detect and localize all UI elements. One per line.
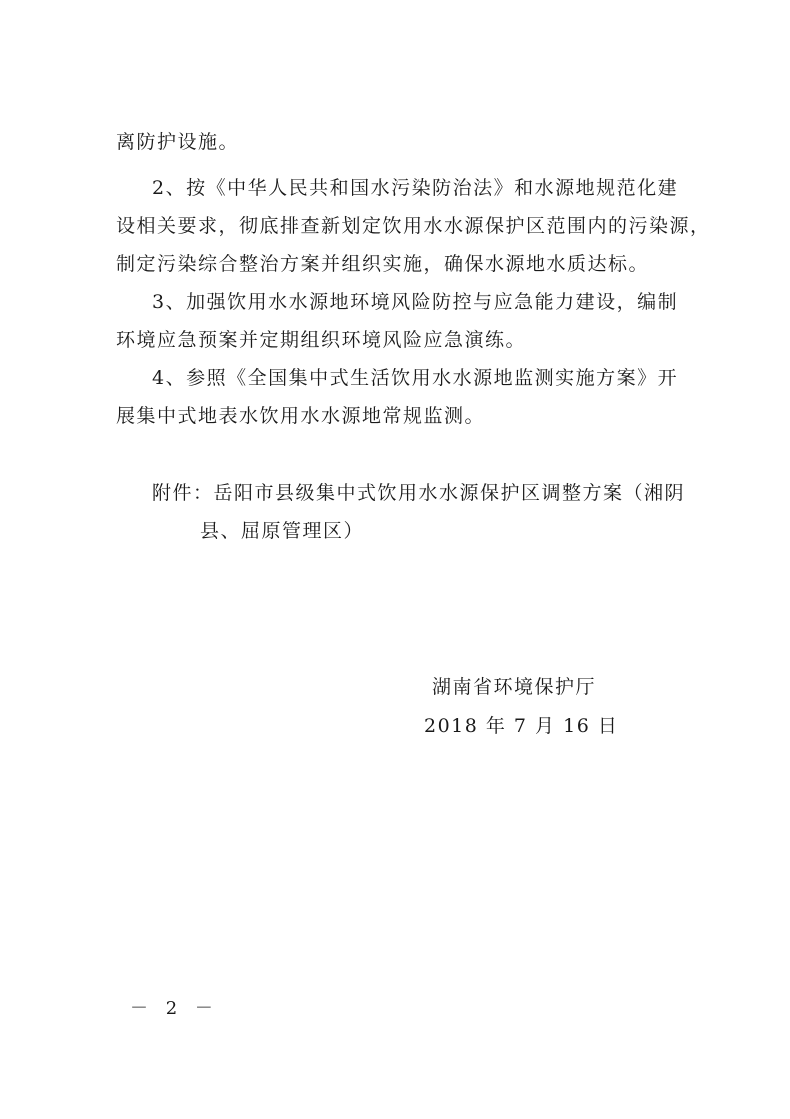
- signature-date: 2018 年 7 月 16 日: [424, 715, 619, 737]
- item-4-line-1: 4、参照《全国集中式生活饮用水水源地监测实施方案》开: [152, 367, 679, 389]
- signature-organization: 湖南省环境保护厅: [432, 676, 597, 698]
- attachment-line-2: 县、屈原管理区）: [200, 520, 365, 542]
- attachment-line-1: 附件：岳阳市县级集中式饮用水水源保护区调整方案（湘阴: [152, 482, 686, 504]
- item-3-line-1: 3、加强饮用水水源地环境风险防控与应急能力建设，编制: [152, 291, 679, 313]
- item-4-line-2: 展集中式地表水饮用水水源地常规监测。: [116, 405, 486, 427]
- item-2-line-1: 2、按《中华人民共和国水污染防治法》和水源地规范化建: [152, 177, 679, 199]
- continuation-text: 离防护设施。: [116, 131, 240, 153]
- item-2-line-3: 制定污染综合整治方案并组织实施，确保水源地水质达标。: [116, 253, 650, 275]
- page-number: － 2 －: [130, 998, 219, 1019]
- item-2-line-2: 设相关要求，彻底排查新划定饮用水水源保护区范围内的污染源，: [116, 215, 711, 237]
- item-3-line-2: 环境应急预案并定期组织环境风险应急演练。: [116, 329, 527, 351]
